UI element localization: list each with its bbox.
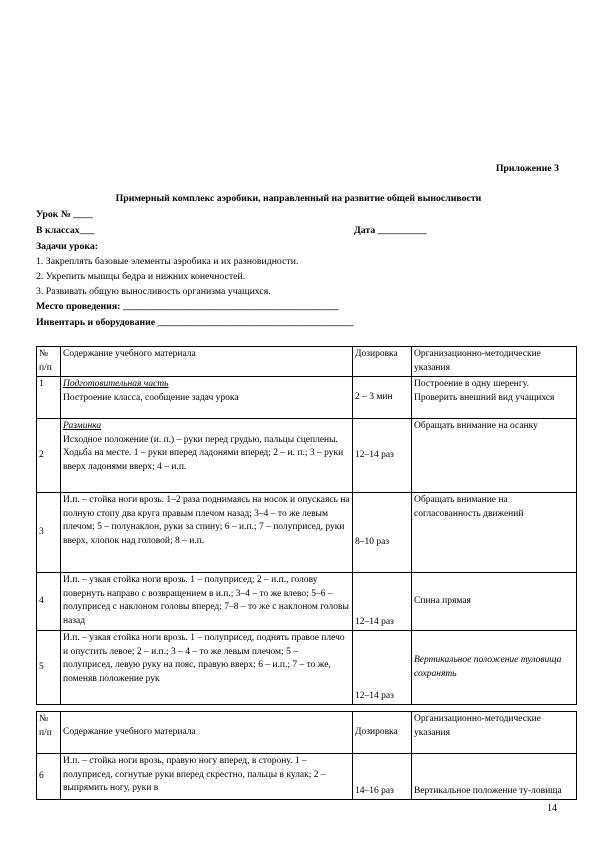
row-notes: Вертикальное положение туловища сохранять: [412, 631, 577, 705]
header-content: Содержание учебного материала: [61, 712, 353, 754]
document-title: Примерный комплекс аэробики, направленный на развитие общей выносливости: [115, 193, 482, 204]
header-notes: Организационно-методические указания: [412, 712, 577, 754]
row-dose: 2 – 3 мин: [353, 377, 412, 419]
class-field: В классах___: [36, 225, 95, 236]
header-dose: Дозировка: [353, 347, 412, 377]
header-content: Содержание учебного материала: [61, 347, 353, 377]
row-content: И.п. – узкая стойка ноги врозь. 1 – полуприсед, поднять правое плечо и опустить левое; 2 – и.п.; 3 – 4 – то же левым плечом; 5 – полуприсед, левую руку на пояс, правую вверх; 6 – и.п.; 7 – то же, поменяв положение рук: [61, 631, 353, 705]
table-header-row: [37, 712, 577, 754]
row-content: И.п. – узкая стойка ноги врозь. 1 – полуприсед; 2 – и.п., голову повернуть направо с возвращением в и.п.; 3–4 – то же влево; 5–6 – полуприсед с наклоном головы вперед; 7–8 – то же с наклоном головы назад: [61, 573, 353, 631]
exercise-table-2: [36, 711, 577, 800]
row-num: 6: [37, 754, 61, 800]
row-num: 2: [37, 419, 61, 493]
task-item: 3. Развивать общую выносливость организма учащихся.: [36, 286, 271, 297]
page-number: 14: [547, 803, 557, 814]
header-notes: Организационно-методические указания: [412, 347, 577, 377]
task-item: 1. Закреплять базовые элементы аэробика и их разновидности.: [36, 256, 299, 267]
row-notes: Вертикальное положение ту-ловища: [412, 754, 577, 800]
place-field: Место проведения: ____________________________________________: [36, 301, 339, 312]
lesson-number: Урок № ____: [36, 209, 93, 220]
tasks-label: Задачи урока:: [36, 241, 99, 252]
header-num: № п/п: [37, 712, 61, 754]
row-text: Построение класса, сообщение задач урока: [63, 392, 239, 403]
table-header-row: [37, 347, 577, 377]
row-content: [61, 419, 353, 493]
table-row: [37, 377, 577, 419]
row-num: 4: [37, 573, 61, 631]
row-notes: Построение в одну шеренгу. Проверить внешний вид учащихся: [412, 377, 577, 419]
table-row: [37, 754, 577, 800]
table-row: [37, 493, 577, 573]
row-content: [61, 377, 353, 419]
row-notes: Обращать внимание на согласованность движений: [412, 493, 577, 573]
row-content: И.п. – стойка ноги врозь, правую ногу вперед, в сторону. 1 – полуприсед, согнутые руки вперед скрестно, пальцы в кулак; 2 – выпрямить ногу, руки в: [61, 754, 353, 800]
row-dose: 14–16 раз: [353, 754, 412, 800]
row-notes: Обращать внимание на осанку: [412, 419, 577, 493]
exercise-table-1: [36, 346, 577, 705]
row-text: Исходное положение (и. п.) – руки перед грудью, пальцы сцеплены. Ходьба на месте. 1 – руки вперед ладонями вперед; 2 – и. п.; 3 – руки вверх ладонями вверх; 4 – и.п.: [63, 434, 344, 472]
row-num: 1: [37, 377, 61, 419]
row-dose: 8–10 раз: [353, 493, 412, 573]
row-num: 5: [37, 631, 61, 705]
row-dose: 12–14 раз: [353, 573, 412, 631]
table-row: [37, 419, 577, 493]
table-row: [37, 631, 577, 705]
row-content: И.п. – стойка ноги врозь. 1–2 раза поднимаясь на носок и опускаясь на полную стопу два круга правым плечом назад; 3–4 – то же левым плечом; 5 – полунаклон, руки за спину; 6 – и.п.; 7 – полуприсед, руки вверх, хлопок над головой; 8 – и.п.: [61, 493, 353, 573]
row-notes: Спина прямая: [412, 573, 577, 631]
date-field: Дата __________: [354, 225, 427, 236]
section-title: Разминка: [63, 421, 102, 431]
header-num: № п/п: [37, 347, 61, 377]
header-dose: Дозировка: [353, 712, 412, 754]
row-dose: 12–14 раз: [353, 419, 412, 493]
section-title: Подготовительная часть: [63, 379, 169, 389]
table-row: [37, 573, 577, 631]
row-dose: 12–14 раз: [353, 631, 412, 705]
row-num: 3: [37, 493, 61, 573]
task-item: 2. Укрепить мышцы бедра и нижних конечностей.: [36, 271, 246, 282]
appendix-label: Приложение 3: [495, 163, 559, 174]
equipment-field: Инвентарь и оборудование ________________________________________: [36, 317, 354, 328]
